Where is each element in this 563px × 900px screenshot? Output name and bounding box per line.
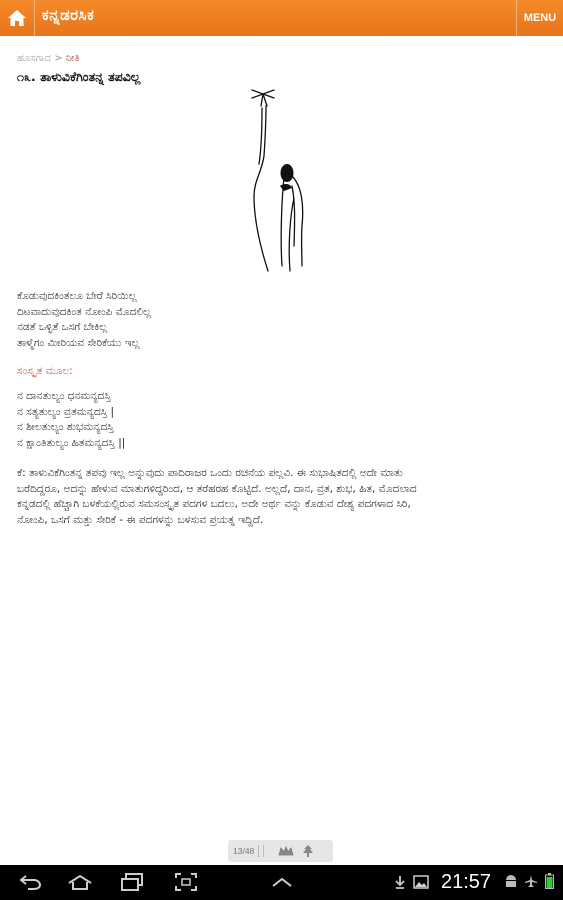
divider [263,845,264,857]
clock: 21:57 [441,871,492,893]
page-title: ೧೩. ತಾಳುವಿಕೆಗಿಂತನ್ನ ತಪವಿಲ್ಲ [17,69,141,84]
meaning-line: ಬರೆದಿದ್ದರೂ, ಅದನ್ನು ಹೇಳುವ ಮಾತುಗಳಿದ್ದರಿಂದ, ಆ ತರೆಹರಹ ಕೊಟ್ಟಿದೆ. ಅಲ್ಲದೆ, ದಾನ, ವ್ರತ, ಶುಭ, ಹಿತ, ಮೊದಲಾದ [17,482,417,495]
crown-icon[interactable] [278,845,294,857]
download-icon [395,875,405,889]
sanskrit-line: ನ ಸತ್ಯತುಲ್ಯಂ ವ್ರತಮನ್ಯದಸ್ತಿ | [17,405,115,418]
breadcrumb-parent[interactable]: ಹೂಸಗಾದ [17,53,52,64]
sanskrit-line: ನ ಕ್ಷಾಂತಿತುಲ್ಯಂ ಹಿತಮನ್ಯದಸ್ತಿ || [17,436,126,449]
back-button[interactable] [16,870,44,894]
recent-apps-icon [120,873,144,891]
breadcrumb-separator: > [51,53,66,64]
back-icon [18,874,42,890]
image-icon [413,875,429,889]
android-icon [504,873,518,889]
poem [17,289,542,351]
sanskrit-label: ಸಂಸ್ಕೃತ ಮೂಲ: [17,365,73,377]
meaning-line: ನೋಂಪಿ, ಒಸಗೆ ಮತ್ತು ಸೇರಿಕೆ - ಈ ಪದಗಳನ್ನು ಬಳಸುವ ಪ್ರಯತ್ನ ಇದ್ದಿದೆ. [17,513,264,526]
menu-button[interactable]: MENU [516,0,563,36]
airplane-icon [524,874,538,888]
home-icon [7,9,27,27]
meaning-line: ಕನ್ನಡದಲ್ಲಿ ಹೆಚ್ಚಾಗಿ ಬಳಕೆಯಲ್ಲಿರುವ ಸಮಸಂಸ್ಕೃತ ಪದಗಳ ಬದಲು, ಅದೇ ಅರ್ಥ ವನ್ನು ಕೊಡುವ ದೇಶ್ಯ ಪದಗಳಾದ ಸಿರಿ, [17,498,411,510]
home-button[interactable] [0,0,35,36]
page-count: 13/48 [233,846,255,856]
up-arrow-button[interactable] [268,870,296,894]
breadcrumb-current[interactable]: ನೀತಿ [65,53,80,64]
home-nav-button[interactable] [66,870,94,894]
battery-icon [545,873,554,889]
poem-line: ದಿಟವಾದುವುದಕಿಂತ ನೋಂಪಿ ಮೊದಲಿಲ್ಲ [17,305,152,318]
meaning-line: ಕೆ: ತಾಳುವಿಕೆಗಿಂತನ್ನ ತಪವು ಇಲ್ಲ ಅನ್ನುವುದು ಪಾದಿರಾಜರ ಒಂದು ರಚನೆಯ ಪಲ್ಲವಿ. ಈ ಸುಭಾಷಿತದಲ್ಲಿ ಅದೇ ಮಾತು [17,467,403,479]
breadcrumb [17,53,80,64]
poem-line: ನಡತೆ ಒಳ್ಳಿತೆ ಒಸಗೆ ಬೇಕಿಲ್ಲ [17,321,108,333]
app-bar [0,0,563,36]
poem-line: ಕೊಡುವುದಕಿಂತಲೂ ಬೇರೆ ಸಿರಿಯಿಲ್ಲ [17,290,137,302]
sanskrit-line: ನ ಶೀಲತುಲ್ಯಂ ಶುಭಮನ್ಯದಸ್ತಿ [17,421,114,433]
recent-apps-button[interactable] [118,870,146,894]
tree-icon[interactable] [302,844,314,858]
meaning-paragraph [17,466,542,528]
up-arrow-icon [271,876,293,888]
divider [258,845,259,857]
illustration [232,86,322,276]
system-nav-bar [0,865,563,900]
app-title[interactable]: ಕನ್ನಡರಸಿಕ [42,6,95,24]
home-nav-icon [67,874,93,890]
sanskrit-line: ನ ದಾನತುಲ್ಯಂ ಧನಮನ್ಯದಸ್ತಿ [17,390,111,402]
screenshot-icon [175,873,197,891]
screenshot-button[interactable] [172,870,200,894]
sanskrit-verse [17,389,542,451]
poem-line: ತಾಳ್ಮೆಗಂ ಮೀರಿಯವ ಸೇರಿಕೆಯು ಇಲ್ಲ [17,336,140,349]
page-indicator [228,840,333,862]
